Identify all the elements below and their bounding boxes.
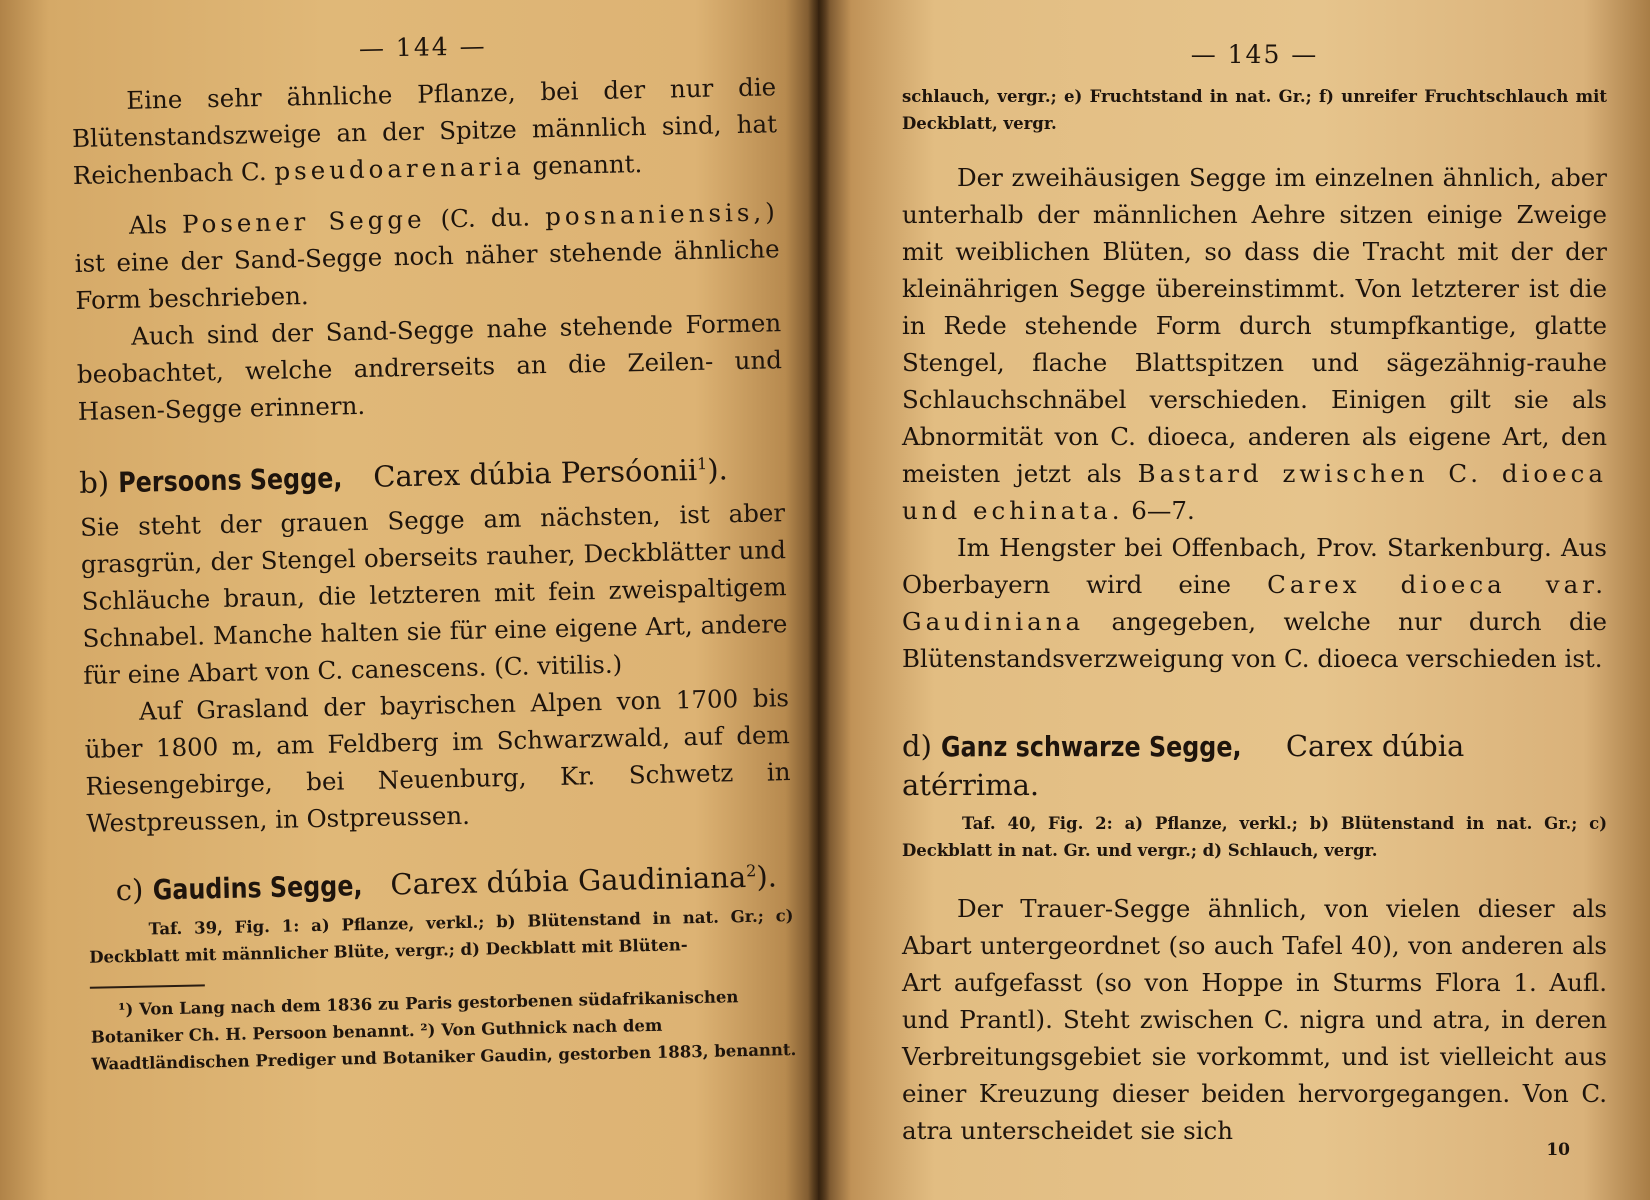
paragraph-text: ist eine der Sand-Segge noch näher stehende ähnliche Form beschrieben.: [74, 234, 780, 315]
paragraph: Sie steht der grauen Segge am nächsten, ist aber grasgrün, der Stengel oberseits rauher, Deckblätter und Schläuche braun, die letzteren mit fein zweispaltigem Schnabel. Manche halten sie für eine eigene Art, andere für eine Abart von C. canescens. (C. vitilis.): [79, 498, 788, 690]
section-letter: d): [902, 729, 932, 763]
section-heading-end: ).: [756, 859, 778, 894]
right-page-column: [902, 40, 1607, 1149]
section-heading-c: [87, 857, 793, 911]
spaced-term: Carex dioeca var. Gaudiniana: [902, 570, 1608, 636]
paragraph: [902, 159, 1607, 529]
figure-reference-continued: schlauch, vergr.; e) Fruchtstand in nat. Gr.; f) unreifer Fruchtschlauch mit Deckblatt, vergr.: [902, 87, 1607, 133]
paragraph-text: Der zweihäusigen Segge im einzelnen ähnlich, aber unterhalb der männlichen Aehre sitzen einige Zweige mit weiblichen Blüten, so dass die Tracht mit der der kleinährigen Segge übereinstimmt. Von letzterer ist die in Rede stehende Form durch stumpfkantige, glatte Stengel, flache Blattspitzen und sägezähnig-rauhe Schlauchschnäbel verschieden. Einigen gilt sie als Abnormität von C. dioeca, anderen als eigene Art, den meisten jetzt als: [902, 163, 1607, 488]
section-letter: c): [115, 872, 144, 908]
section-name: Ganz schwarze Segge,: [941, 730, 1242, 763]
paragraph: [74, 193, 781, 319]
paragraph-text: angegeben, welche nur durch die Blütenstandsverzweigung von C. dioeca verschieden ist.: [902, 607, 1607, 673]
figure-reference: Taf. 39, Fig. 1: a) Pflanze, verkl.; b) Blütenstand in nat. Gr.; c) Deckblatt mit männlicher Blüte, vergr.; d) Deckblatt mit Blüten-: [89, 906, 794, 967]
section-heading-end: ).: [706, 452, 729, 487]
book-gutter: [808, 0, 830, 1200]
paragraph-text: Im Hengster bei Offenbach, Prov. Starkenburg. Aus Oberbayern wird eine: [902, 533, 1607, 599]
footnote-marker: 1: [696, 454, 708, 474]
paragraph: [902, 529, 1607, 677]
section-heading-d: [902, 727, 1607, 804]
page-number-left: — 144 —: [358, 31, 487, 63]
paragraph-text: 6—7.: [1131, 496, 1195, 525]
right-page: [818, 0, 1650, 1200]
footnote-divider: [90, 984, 205, 988]
section-letter: b): [78, 465, 110, 500]
footnote-marker: 2: [745, 861, 757, 881]
left-page-column: [70, 25, 797, 1078]
left-page: [0, 0, 818, 1200]
spaced-term: posnaniensis,): [544, 197, 780, 232]
paragraph-text: Als: [128, 210, 168, 240]
sheet-signature-number: 10: [1546, 1140, 1570, 1160]
paragraph-text: genannt.: [532, 149, 643, 181]
spaced-term: pseudoarenaria: [274, 151, 525, 186]
paragraph: Auf Grasland der bayrischen Alpen von 1700 bis über 1800 m, am Feldberg im Schwarzwald, auf dem Riesengebirge, bei Neuenburg, Kr. Schwetz in Westpreussen, in Ostpreussen.: [84, 683, 791, 838]
paragraph: Auch sind der Sand-Segge nahe stehende Formen beobachtet, welche andrerseits an die Zeilen- und Hasen-Segge erinnern.: [76, 308, 783, 426]
figure-reference: Taf. 40, Fig. 2: a) Pflanze, verkl.; b) Blütenstand in nat. Gr.; c) Deckblatt in nat. Gr. und vergr.; d) Schlauch, vergr.: [902, 814, 1607, 860]
spaced-term: Bastard zwischen C. dioeca und echinata.: [902, 459, 1607, 525]
spaced-term: Posener Segge: [181, 204, 426, 239]
paragraph-text: Eine sehr ähnliche Pflanze, bei der nur die Blütenstandszweige an der Spitze männlich sind, hat Reichenbach C.: [71, 72, 778, 190]
section-latin-name: Carex dúbia Persóonii: [372, 452, 698, 494]
section-name: Persoons Segge,: [118, 461, 343, 500]
paragraph-text: (C. du.: [440, 202, 531, 234]
footnote: ¹) Von Lang nach dem 1836 zu Paris gestorbenen südafrikanischen Botaniker Ch. H. Persoon benannt. ²) Von Guthnick nach dem Waadtländischen Prediger und Botaniker Gaudin, gestorben 1883, benannt.: [90, 987, 797, 1074]
paragraph: Der Trauer-Segge ähnlich, von vielen dieser als Abart untergeordnet (so auch Tafel 40), von anderen als Art aufgefasst (so von Hoppe in Sturms Flora 1. Aufl. und Prantl). Steht zwischen C. nigra und atra, in deren Verbreitungsgebiet sie vorkommt, und ist vielleicht aus einer Kreuzung dieser beiden hervorgegangen. Von C. atra unterscheidet sie sich: [902, 894, 1607, 1145]
section-latin-name: Carex dúbia Gaudiniana: [390, 860, 747, 902]
section-heading-b: [79, 449, 785, 503]
page-number-right: — 145 —: [1190, 40, 1319, 69]
section-latin-name: Carex dúbia atérrima.: [902, 729, 1465, 802]
section-name: Gaudins Segge,: [152, 869, 363, 907]
paragraph: [71, 68, 778, 194]
